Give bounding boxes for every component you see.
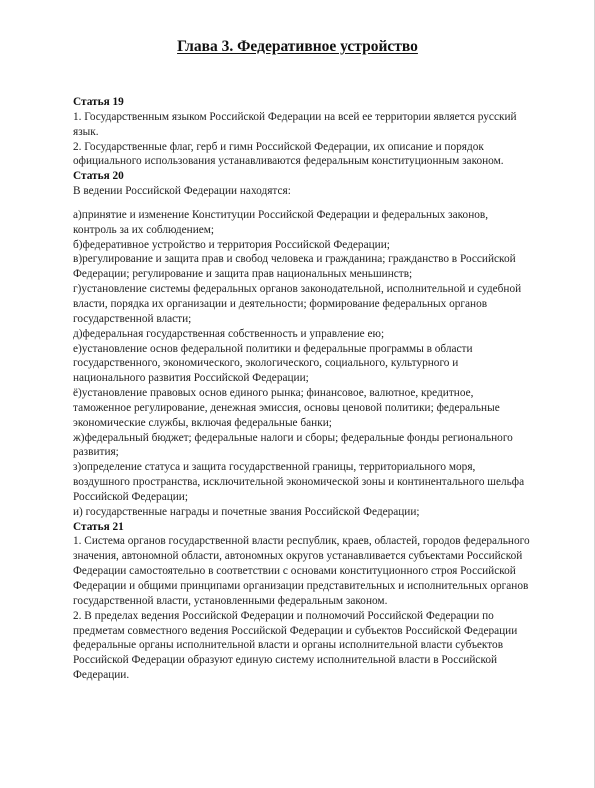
article-20-heading: Статья 20	[73, 170, 124, 183]
article-19-heading: Статья 19	[73, 96, 124, 108]
article-20-item-zh: ж)федеральный бюджет; федеральные налоги и сборы; федеральные фонды регионального развития;	[73, 431, 513, 459]
article-19-paragraph-1: 1. Государственным языком Российской Федерации на всей ее территории является русский язык.	[73, 110, 517, 138]
article-20-item-yo: ё)установление правовых основ единого рынка; финансовое, валютное, кредитное, таможенное регулирование, денежная эмиссия, основы ценовой политики; федеральные экономические службы, включая федеральные банки;	[73, 387, 500, 429]
article-21-paragraph-1: 1. Система органов государственной власти республик, краев, областей, городов федерального значения, автономной области, автономных округов устанавливается субъектами Российской Федерации самостоятельно в соответствии с основами конституционного строя Российской Федерации и общими принципами организации представительных и исполнительных органов государственной власти, установленными федеральным законом.	[73, 535, 530, 607]
paragraph-gap	[73, 199, 533, 208]
article-20-item-z: з)определение статуса и защита государственной границы, территориального моря, воздушного пространства, исключительной экономической зоны и континентального шельфа Российской Федерации;	[73, 461, 525, 503]
article-20-intro: В ведении Российской Федерации находятся:	[73, 185, 291, 198]
article-21-paragraph-2: 2. В пределах ведения Российской Федерации и полномочий Российской Федерации по предметам совместного ведения Российской Федерации и субъектов Российской Федерации федеральные органы исполнительной власти и органы исполнительной власти субъектов Российской Федерации образуют единую систему исполнительной власти в Российской Федерации.	[73, 609, 518, 682]
chapter-title: Глава 3. Федеративное устройство	[177, 38, 418, 55]
article-20-item-g: г)установление системы федеральных органов законодательной, исполнительной и судебной власти, порядка их организации и деятельности; формирование федеральных органов государственной власти;	[73, 283, 522, 325]
article-20-item-i: и) государственные награды и почетные звания Российской Федерации;	[73, 505, 420, 518]
article-20-item-b: б)федеративное устройство и территория Российской Федерации;	[73, 238, 390, 251]
article-20-item-a: а)принятие и изменение Конституции Российской Федерации и федеральных законов, контроль за их соблюдением;	[73, 208, 489, 236]
article-20-item-d: д)федеральная государственная собственность и управление ею;	[73, 327, 385, 340]
article-20-item-e: е)установление основ федеральной политики и федеральные программы в области государственного, экономического, экологического, социального, культурного и национального развития Российской Федерации;	[73, 342, 473, 385]
article-19-paragraph-2: 2. Государственные флаг, герб и гимн Российской Федерации, их описание и порядок официального использования устанавливаются федеральным конституционным законом.	[73, 140, 504, 168]
article-20-item-v: в)регулирование и защита прав и свобод человека и гражданина; гражданство в Российской Федерации; регулирование и защита прав национальных меньшинств;	[73, 253, 516, 281]
document-body	[73, 95, 533, 683]
article-21-heading: Статья 21	[73, 520, 124, 533]
